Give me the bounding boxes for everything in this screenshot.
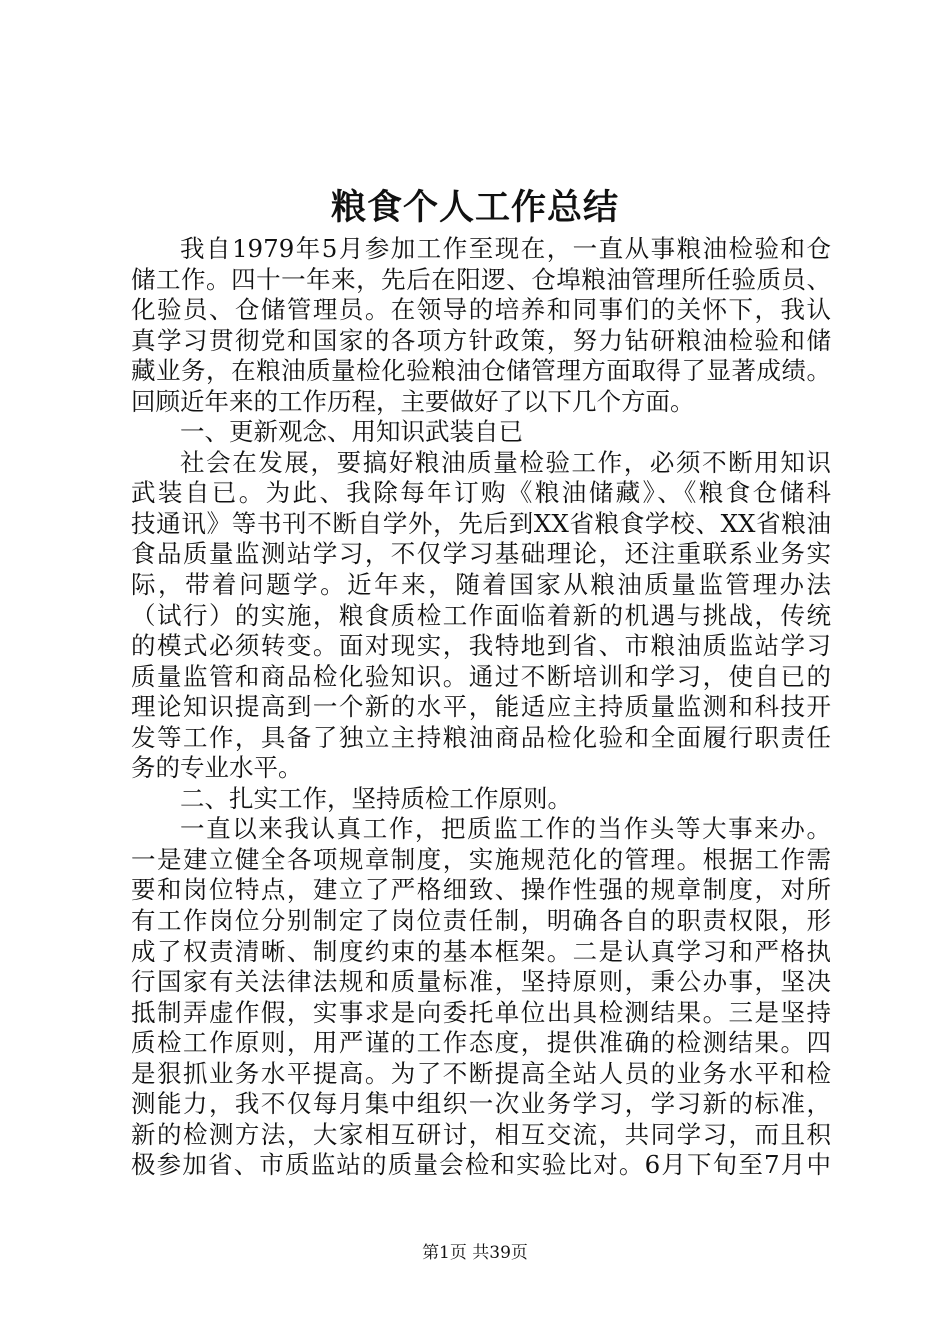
document-body [131, 234, 831, 1181]
text-line: 是狠抓业务水平提高。为了不断提高全站人员的业务水平和检 [131, 1058, 831, 1088]
text-line: 藏业务，在粮油质量检化验粮油仓储管理方面取得了显著成绩。 [131, 356, 831, 386]
text-line: 质检工作原则，用严谨的工作态度，提供准确的检测结果。四 [131, 1028, 831, 1058]
section-heading: 一、更新观念、用知识武装自已 [180, 417, 523, 447]
document-title: 粮食个人工作总结 [330, 187, 619, 228]
text-line: 测能力，我不仅每月集中组织一次业务学习，学习新的标准， [131, 1089, 831, 1119]
text-line: 极参加省、市质监站的质量会检和实验比对。6月下旬至7月中 [131, 1150, 831, 1180]
text-line: 武装自已。为此、我除每年订购《粮油储藏》、《粮食仓储科 [131, 478, 831, 508]
section-heading: 二、扎实工作，坚持质检工作原则。 [180, 783, 572, 813]
page-number-footer: 第1页 共39页 [422, 1243, 528, 1263]
text-line: 务的专业水平。 [131, 753, 303, 783]
text-line: 社会在发展，要搞好粮油质量检验工作，必须不断用知识 [180, 447, 831, 477]
text-line: 抵制弄虚作假，实事求是向委托单位出具检测结果。三是坚持 [131, 997, 831, 1027]
text-line: 储工作。四十一年来，先后在阳逻、仓埠粮油管理所任验质员、 [131, 264, 831, 294]
text-line: 发等工作，具备了独立主持粮油商品检化验和全面履行职责任 [131, 722, 831, 752]
text-line: 一是建立健全各项规章制度，实施规范化的管理。根据工作需 [131, 844, 831, 874]
text-line: 有工作岗位分别制定了岗位责任制，明确各自的职责权限，形 [131, 906, 831, 936]
text-line: 的模式必须转变。面对现实，我特地到省、市粮油质监站学习 [131, 631, 831, 661]
text-line: 行国家有关法律法规和质量标准，坚持原则，秉公办事，坚决 [131, 967, 831, 997]
text-line: 技通讯》等书刊不断自学外，先后到XX省粮食学校、XX省粮油 [131, 508, 831, 538]
text-line: 我自1979年5月参加工作至现在，一直从事粮油检验和仓 [180, 234, 831, 263]
text-line: 一直以来我认真工作，把质监工作的当作头等大事来办。 [180, 814, 831, 844]
text-line: 质量监管和商品检化验知识。通过不断培训和学习，使自已的 [131, 661, 831, 691]
text-line: （试行）的实施，粮食质检工作面临着新的机遇与挑战，传统 [131, 600, 831, 630]
text-line: 化验员、仓储管理员。在领导的培养和同事们的关怀下，我认 [131, 295, 831, 325]
text-line: 食品质量监测站学习，不仅学习基础理论，还注重联系业务实 [131, 539, 831, 569]
text-line: 成了权责清晰、制度约束的基本框架。二是认真学习和严格执 [131, 936, 831, 966]
text-line: 回顾近年来的工作历程，主要做好了以下几个方面。 [131, 386, 695, 416]
text-line: 际，带着问题学。近年来，随着国家从粮油质量监管理办法 [131, 570, 831, 600]
text-line: 理论知识提高到一个新的水平，能适应主持质量监测和科技开 [131, 692, 831, 722]
text-line: 新的检测方法，大家相互研讨，相互交流，共同学习，而且积 [131, 1119, 831, 1149]
text-line: 要和岗位特点，建立了严格细致、操作性强的规章制度，对所 [131, 875, 831, 905]
text-line: 真学习贯彻党和国家的各项方针政策，努力钻研粮油检验和储 [131, 325, 831, 355]
